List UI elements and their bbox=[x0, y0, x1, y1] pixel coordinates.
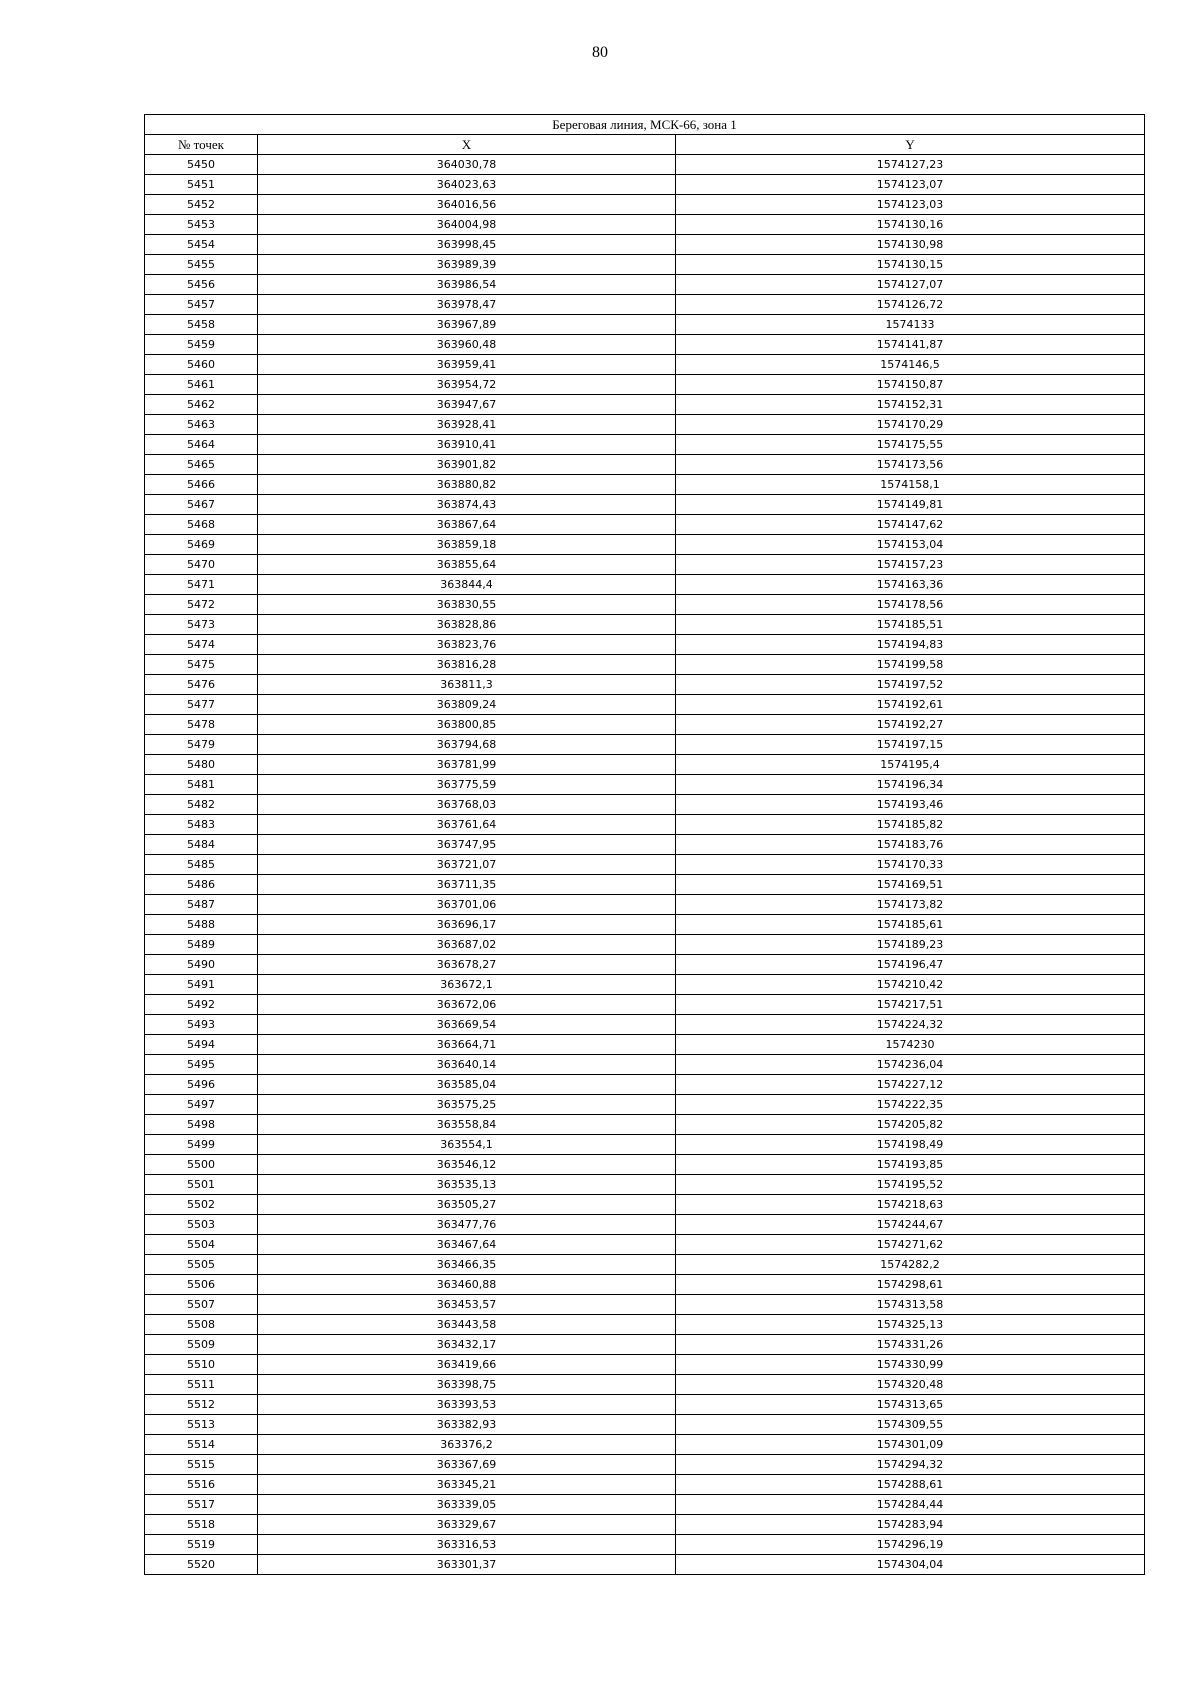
table-row bbox=[145, 995, 1145, 1015]
table-row bbox=[145, 595, 1145, 615]
y-cell: 1574141,87 bbox=[676, 335, 1145, 355]
x-cell: 363928,41 bbox=[258, 415, 676, 435]
table-row bbox=[145, 1515, 1145, 1535]
point-number-cell: 5459 bbox=[145, 335, 258, 355]
x-cell: 363910,41 bbox=[258, 435, 676, 455]
x-cell: 363669,54 bbox=[258, 1015, 676, 1035]
table-row bbox=[145, 255, 1145, 275]
table-row bbox=[145, 1495, 1145, 1515]
point-number-cell: 5468 bbox=[145, 515, 258, 535]
point-number-cell: 5516 bbox=[145, 1475, 258, 1495]
y-cell: 1574210,42 bbox=[676, 975, 1145, 995]
point-number-cell: 5482 bbox=[145, 795, 258, 815]
table-row bbox=[145, 375, 1145, 395]
point-number-cell: 5518 bbox=[145, 1515, 258, 1535]
y-cell: 1574153,04 bbox=[676, 535, 1145, 555]
table-row bbox=[145, 1095, 1145, 1115]
table-title-row bbox=[145, 115, 1145, 135]
header-x: X bbox=[258, 135, 676, 155]
table-row bbox=[145, 415, 1145, 435]
y-cell: 1574146,5 bbox=[676, 355, 1145, 375]
table-row bbox=[145, 335, 1145, 355]
x-cell: 363672,06 bbox=[258, 995, 676, 1015]
x-cell: 363505,27 bbox=[258, 1195, 676, 1215]
table-row bbox=[145, 1295, 1145, 1315]
point-number-cell: 5510 bbox=[145, 1355, 258, 1375]
point-number-cell: 5494 bbox=[145, 1035, 258, 1055]
point-number-cell: 5470 bbox=[145, 555, 258, 575]
x-cell: 363711,35 bbox=[258, 875, 676, 895]
point-number-cell: 5509 bbox=[145, 1335, 258, 1355]
x-cell: 364030,78 bbox=[258, 155, 676, 175]
table-row bbox=[145, 875, 1145, 895]
y-cell: 1574169,51 bbox=[676, 875, 1145, 895]
y-cell: 1574189,23 bbox=[676, 935, 1145, 955]
x-cell: 363775,59 bbox=[258, 775, 676, 795]
point-number-cell: 5483 bbox=[145, 815, 258, 835]
table-row bbox=[145, 1075, 1145, 1095]
table-row bbox=[145, 1335, 1145, 1355]
point-number-cell: 5454 bbox=[145, 235, 258, 255]
y-cell: 1574196,34 bbox=[676, 775, 1145, 795]
table-row bbox=[145, 1535, 1145, 1555]
point-number-cell: 5480 bbox=[145, 755, 258, 775]
y-cell: 1574198,49 bbox=[676, 1135, 1145, 1155]
point-number-cell: 5469 bbox=[145, 535, 258, 555]
y-cell: 1574227,12 bbox=[676, 1075, 1145, 1095]
y-cell: 1574320,48 bbox=[676, 1375, 1145, 1395]
y-cell: 1574309,55 bbox=[676, 1415, 1145, 1435]
x-cell: 363443,58 bbox=[258, 1315, 676, 1335]
x-cell: 363535,13 bbox=[258, 1175, 676, 1195]
x-cell: 363640,14 bbox=[258, 1055, 676, 1075]
x-cell: 363339,05 bbox=[258, 1495, 676, 1515]
table-row bbox=[145, 1395, 1145, 1415]
y-cell: 1574199,58 bbox=[676, 655, 1145, 675]
point-number-cell: 5513 bbox=[145, 1415, 258, 1435]
y-cell: 1574127,23 bbox=[676, 155, 1145, 175]
table-header-row bbox=[145, 135, 1145, 155]
point-number-cell: 5502 bbox=[145, 1195, 258, 1215]
y-cell: 1574282,2 bbox=[676, 1255, 1145, 1275]
point-number-cell: 5511 bbox=[145, 1375, 258, 1395]
x-cell: 363672,1 bbox=[258, 975, 676, 995]
point-number-cell: 5456 bbox=[145, 275, 258, 295]
table-row bbox=[145, 435, 1145, 455]
table-body bbox=[145, 155, 1145, 1575]
header-y: Y bbox=[676, 135, 1145, 155]
x-cell: 363382,93 bbox=[258, 1415, 676, 1435]
x-cell: 363466,35 bbox=[258, 1255, 676, 1275]
point-number-cell: 5489 bbox=[145, 935, 258, 955]
x-cell: 363859,18 bbox=[258, 535, 676, 555]
x-cell: 363954,72 bbox=[258, 375, 676, 395]
y-cell: 1574298,61 bbox=[676, 1275, 1145, 1295]
table-row bbox=[145, 1355, 1145, 1375]
y-cell: 1574152,31 bbox=[676, 395, 1145, 415]
y-cell: 1574236,04 bbox=[676, 1055, 1145, 1075]
x-cell: 363823,76 bbox=[258, 635, 676, 655]
x-cell: 363398,75 bbox=[258, 1375, 676, 1395]
table-row bbox=[145, 1035, 1145, 1055]
x-cell: 363367,69 bbox=[258, 1455, 676, 1475]
y-cell: 1574170,29 bbox=[676, 415, 1145, 435]
point-number-cell: 5486 bbox=[145, 875, 258, 895]
y-cell: 1574194,83 bbox=[676, 635, 1145, 655]
x-cell: 363811,3 bbox=[258, 675, 676, 695]
point-number-cell: 5499 bbox=[145, 1135, 258, 1155]
x-cell: 364004,98 bbox=[258, 215, 676, 235]
point-number-cell: 5504 bbox=[145, 1235, 258, 1255]
y-cell: 1574183,76 bbox=[676, 835, 1145, 855]
y-cell: 1574130,16 bbox=[676, 215, 1145, 235]
table-title: Береговая линия, МСК-66, зона 1 bbox=[145, 115, 1145, 135]
point-number-cell: 5455 bbox=[145, 255, 258, 275]
y-cell: 1574196,47 bbox=[676, 955, 1145, 975]
point-number-cell: 5464 bbox=[145, 435, 258, 455]
y-cell: 1574222,35 bbox=[676, 1095, 1145, 1115]
x-cell: 363460,88 bbox=[258, 1275, 676, 1295]
y-cell: 1574175,55 bbox=[676, 435, 1145, 455]
table-row bbox=[145, 1155, 1145, 1175]
x-cell: 363781,99 bbox=[258, 755, 676, 775]
y-cell: 1574126,72 bbox=[676, 295, 1145, 315]
x-cell: 363585,04 bbox=[258, 1075, 676, 1095]
table-row bbox=[145, 1455, 1145, 1475]
table-row bbox=[145, 275, 1145, 295]
point-number-cell: 5457 bbox=[145, 295, 258, 315]
point-number-cell: 5472 bbox=[145, 595, 258, 615]
table-row bbox=[145, 735, 1145, 755]
y-cell: 1574185,61 bbox=[676, 915, 1145, 935]
point-number-cell: 5512 bbox=[145, 1395, 258, 1415]
table-row bbox=[145, 1175, 1145, 1195]
table-row bbox=[145, 895, 1145, 915]
y-cell: 1574304,04 bbox=[676, 1555, 1145, 1575]
point-number-cell: 5507 bbox=[145, 1295, 258, 1315]
x-cell: 363696,17 bbox=[258, 915, 676, 935]
table-row bbox=[145, 955, 1145, 975]
y-cell: 1574173,82 bbox=[676, 895, 1145, 915]
table-row bbox=[145, 655, 1145, 675]
y-cell: 1574313,65 bbox=[676, 1395, 1145, 1415]
x-cell: 363376,2 bbox=[258, 1435, 676, 1455]
point-number-cell: 5496 bbox=[145, 1075, 258, 1095]
y-cell: 1574193,46 bbox=[676, 795, 1145, 815]
table-row bbox=[145, 755, 1145, 775]
point-number-cell: 5484 bbox=[145, 835, 258, 855]
x-cell: 363989,39 bbox=[258, 255, 676, 275]
page-number: 80 bbox=[592, 44, 608, 61]
x-cell: 363947,67 bbox=[258, 395, 676, 415]
table-row bbox=[145, 1475, 1145, 1495]
y-cell: 1574301,09 bbox=[676, 1435, 1145, 1455]
point-number-cell: 5495 bbox=[145, 1055, 258, 1075]
point-number-cell: 5477 bbox=[145, 695, 258, 715]
x-cell: 363558,84 bbox=[258, 1115, 676, 1135]
table-row bbox=[145, 775, 1145, 795]
table-row bbox=[145, 695, 1145, 715]
y-cell: 1574195,52 bbox=[676, 1175, 1145, 1195]
y-cell: 1574150,87 bbox=[676, 375, 1145, 395]
table-row bbox=[145, 1015, 1145, 1035]
table-row bbox=[145, 235, 1145, 255]
point-number-cell: 5490 bbox=[145, 955, 258, 975]
y-cell: 1574130,15 bbox=[676, 255, 1145, 275]
table-row bbox=[145, 1315, 1145, 1335]
table-row bbox=[145, 195, 1145, 215]
y-cell: 1574130,98 bbox=[676, 235, 1145, 255]
point-number-cell: 5462 bbox=[145, 395, 258, 415]
table-row bbox=[145, 495, 1145, 515]
point-number-cell: 5498 bbox=[145, 1115, 258, 1135]
x-cell: 363747,95 bbox=[258, 835, 676, 855]
x-cell: 363874,43 bbox=[258, 495, 676, 515]
table-row bbox=[145, 1555, 1145, 1575]
y-cell: 1574224,32 bbox=[676, 1015, 1145, 1035]
y-cell: 1574325,13 bbox=[676, 1315, 1145, 1335]
point-number-cell: 5505 bbox=[145, 1255, 258, 1275]
point-number-cell: 5450 bbox=[145, 155, 258, 175]
table-row bbox=[145, 835, 1145, 855]
table-row bbox=[145, 1415, 1145, 1435]
y-cell: 1574271,62 bbox=[676, 1235, 1145, 1255]
table-row bbox=[145, 475, 1145, 495]
point-number-cell: 5491 bbox=[145, 975, 258, 995]
x-cell: 363316,53 bbox=[258, 1535, 676, 1555]
x-cell: 364023,63 bbox=[258, 175, 676, 195]
point-number-cell: 5478 bbox=[145, 715, 258, 735]
y-cell: 1574331,26 bbox=[676, 1335, 1145, 1355]
table-row bbox=[145, 815, 1145, 835]
x-cell: 364016,56 bbox=[258, 195, 676, 215]
x-cell: 363978,47 bbox=[258, 295, 676, 315]
x-cell: 363761,64 bbox=[258, 815, 676, 835]
y-cell: 1574127,07 bbox=[676, 275, 1145, 295]
point-number-cell: 5467 bbox=[145, 495, 258, 515]
table-row bbox=[145, 455, 1145, 475]
point-number-cell: 5461 bbox=[145, 375, 258, 395]
x-cell: 363664,71 bbox=[258, 1035, 676, 1055]
table-row bbox=[145, 1275, 1145, 1295]
x-cell: 363880,82 bbox=[258, 475, 676, 495]
point-number-cell: 5506 bbox=[145, 1275, 258, 1295]
x-cell: 363575,25 bbox=[258, 1095, 676, 1115]
table-row bbox=[145, 175, 1145, 195]
y-cell: 1574133 bbox=[676, 315, 1145, 335]
point-number-cell: 5475 bbox=[145, 655, 258, 675]
y-cell: 1574197,52 bbox=[676, 675, 1145, 695]
point-number-cell: 5479 bbox=[145, 735, 258, 755]
table-row bbox=[145, 295, 1145, 315]
point-number-cell: 5466 bbox=[145, 475, 258, 495]
x-cell: 363844,4 bbox=[258, 575, 676, 595]
x-cell: 363800,85 bbox=[258, 715, 676, 735]
x-cell: 363986,54 bbox=[258, 275, 676, 295]
y-cell: 1574173,56 bbox=[676, 455, 1145, 475]
y-cell: 1574195,4 bbox=[676, 755, 1145, 775]
y-cell: 1574185,82 bbox=[676, 815, 1145, 835]
coordinates-table bbox=[144, 114, 1145, 1575]
table-row bbox=[145, 975, 1145, 995]
x-cell: 363467,64 bbox=[258, 1235, 676, 1255]
table-row bbox=[145, 1255, 1145, 1275]
table-row bbox=[145, 795, 1145, 815]
x-cell: 363554,1 bbox=[258, 1135, 676, 1155]
x-cell: 363432,17 bbox=[258, 1335, 676, 1355]
y-cell: 1574218,63 bbox=[676, 1195, 1145, 1215]
y-cell: 1574163,36 bbox=[676, 575, 1145, 595]
table-row bbox=[145, 315, 1145, 335]
x-cell: 363809,24 bbox=[258, 695, 676, 715]
y-cell: 1574123,07 bbox=[676, 175, 1145, 195]
point-number-cell: 5453 bbox=[145, 215, 258, 235]
x-cell: 363393,53 bbox=[258, 1395, 676, 1415]
y-cell: 1574185,51 bbox=[676, 615, 1145, 635]
point-number-cell: 5465 bbox=[145, 455, 258, 475]
point-number-cell: 5493 bbox=[145, 1015, 258, 1035]
y-cell: 1574158,1 bbox=[676, 475, 1145, 495]
point-number-cell: 5501 bbox=[145, 1175, 258, 1195]
table-row bbox=[145, 635, 1145, 655]
x-cell: 363855,64 bbox=[258, 555, 676, 575]
point-number-cell: 5500 bbox=[145, 1155, 258, 1175]
x-cell: 363701,06 bbox=[258, 895, 676, 915]
table-row bbox=[145, 1055, 1145, 1075]
y-cell: 1574149,81 bbox=[676, 495, 1145, 515]
x-cell: 363768,03 bbox=[258, 795, 676, 815]
header-point-number: № точек bbox=[145, 135, 258, 155]
point-number-cell: 5487 bbox=[145, 895, 258, 915]
table-row bbox=[145, 615, 1145, 635]
point-number-cell: 5517 bbox=[145, 1495, 258, 1515]
y-cell: 1574123,03 bbox=[676, 195, 1145, 215]
y-cell: 1574230 bbox=[676, 1035, 1145, 1055]
table-row bbox=[145, 1115, 1145, 1135]
x-cell: 363867,64 bbox=[258, 515, 676, 535]
x-cell: 363453,57 bbox=[258, 1295, 676, 1315]
x-cell: 363828,86 bbox=[258, 615, 676, 635]
x-cell: 363816,28 bbox=[258, 655, 676, 675]
y-cell: 1574288,61 bbox=[676, 1475, 1145, 1495]
table-row bbox=[145, 155, 1145, 175]
x-cell: 363998,45 bbox=[258, 235, 676, 255]
x-cell: 363687,02 bbox=[258, 935, 676, 955]
table-row bbox=[145, 215, 1145, 235]
y-cell: 1574192,61 bbox=[676, 695, 1145, 715]
x-cell: 363329,67 bbox=[258, 1515, 676, 1535]
table-row bbox=[145, 715, 1145, 735]
y-cell: 1574330,99 bbox=[676, 1355, 1145, 1375]
table-row bbox=[145, 575, 1145, 595]
x-cell: 363721,07 bbox=[258, 855, 676, 875]
point-number-cell: 5458 bbox=[145, 315, 258, 335]
table-row bbox=[145, 395, 1145, 415]
x-cell: 363959,41 bbox=[258, 355, 676, 375]
table-row bbox=[145, 1435, 1145, 1455]
point-number-cell: 5503 bbox=[145, 1215, 258, 1235]
point-number-cell: 5463 bbox=[145, 415, 258, 435]
table-row bbox=[145, 855, 1145, 875]
table-row bbox=[145, 535, 1145, 555]
table-row bbox=[145, 355, 1145, 375]
point-number-cell: 5481 bbox=[145, 775, 258, 795]
x-cell: 363419,66 bbox=[258, 1355, 676, 1375]
y-cell: 1574192,27 bbox=[676, 715, 1145, 735]
y-cell: 1574178,56 bbox=[676, 595, 1145, 615]
point-number-cell: 5485 bbox=[145, 855, 258, 875]
y-cell: 1574157,23 bbox=[676, 555, 1145, 575]
point-number-cell: 5497 bbox=[145, 1095, 258, 1115]
x-cell: 363830,55 bbox=[258, 595, 676, 615]
point-number-cell: 5473 bbox=[145, 615, 258, 635]
x-cell: 363301,37 bbox=[258, 1555, 676, 1575]
point-number-cell: 5492 bbox=[145, 995, 258, 1015]
table-row bbox=[145, 1375, 1145, 1395]
x-cell: 363477,76 bbox=[258, 1215, 676, 1235]
point-number-cell: 5488 bbox=[145, 915, 258, 935]
y-cell: 1574284,44 bbox=[676, 1495, 1145, 1515]
table-row bbox=[145, 515, 1145, 535]
y-cell: 1574313,58 bbox=[676, 1295, 1145, 1315]
y-cell: 1574244,67 bbox=[676, 1215, 1145, 1235]
point-number-cell: 5520 bbox=[145, 1555, 258, 1575]
y-cell: 1574296,19 bbox=[676, 1535, 1145, 1555]
point-number-cell: 5519 bbox=[145, 1535, 258, 1555]
table-row bbox=[145, 935, 1145, 955]
point-number-cell: 5460 bbox=[145, 355, 258, 375]
x-cell: 363345,21 bbox=[258, 1475, 676, 1495]
y-cell: 1574193,85 bbox=[676, 1155, 1145, 1175]
table-row bbox=[145, 675, 1145, 695]
table-row bbox=[145, 1215, 1145, 1235]
y-cell: 1574294,32 bbox=[676, 1455, 1145, 1475]
table-row bbox=[145, 915, 1145, 935]
x-cell: 363901,82 bbox=[258, 455, 676, 475]
x-cell: 363960,48 bbox=[258, 335, 676, 355]
table-row bbox=[145, 555, 1145, 575]
x-cell: 363678,27 bbox=[258, 955, 676, 975]
table-row bbox=[145, 1235, 1145, 1255]
table-row bbox=[145, 1195, 1145, 1215]
point-number-cell: 5451 bbox=[145, 175, 258, 195]
point-number-cell: 5474 bbox=[145, 635, 258, 655]
x-cell: 363967,89 bbox=[258, 315, 676, 335]
y-cell: 1574147,62 bbox=[676, 515, 1145, 535]
y-cell: 1574283,94 bbox=[676, 1515, 1145, 1535]
point-number-cell: 5508 bbox=[145, 1315, 258, 1335]
y-cell: 1574197,15 bbox=[676, 735, 1145, 755]
point-number-cell: 5515 bbox=[145, 1455, 258, 1475]
point-number-cell: 5452 bbox=[145, 195, 258, 215]
y-cell: 1574205,82 bbox=[676, 1115, 1145, 1135]
y-cell: 1574217,51 bbox=[676, 995, 1145, 1015]
y-cell: 1574170,33 bbox=[676, 855, 1145, 875]
point-number-cell: 5476 bbox=[145, 675, 258, 695]
table-row bbox=[145, 1135, 1145, 1155]
x-cell: 363546,12 bbox=[258, 1155, 676, 1175]
point-number-cell: 5471 bbox=[145, 575, 258, 595]
x-cell: 363794,68 bbox=[258, 735, 676, 755]
point-number-cell: 5514 bbox=[145, 1435, 258, 1455]
